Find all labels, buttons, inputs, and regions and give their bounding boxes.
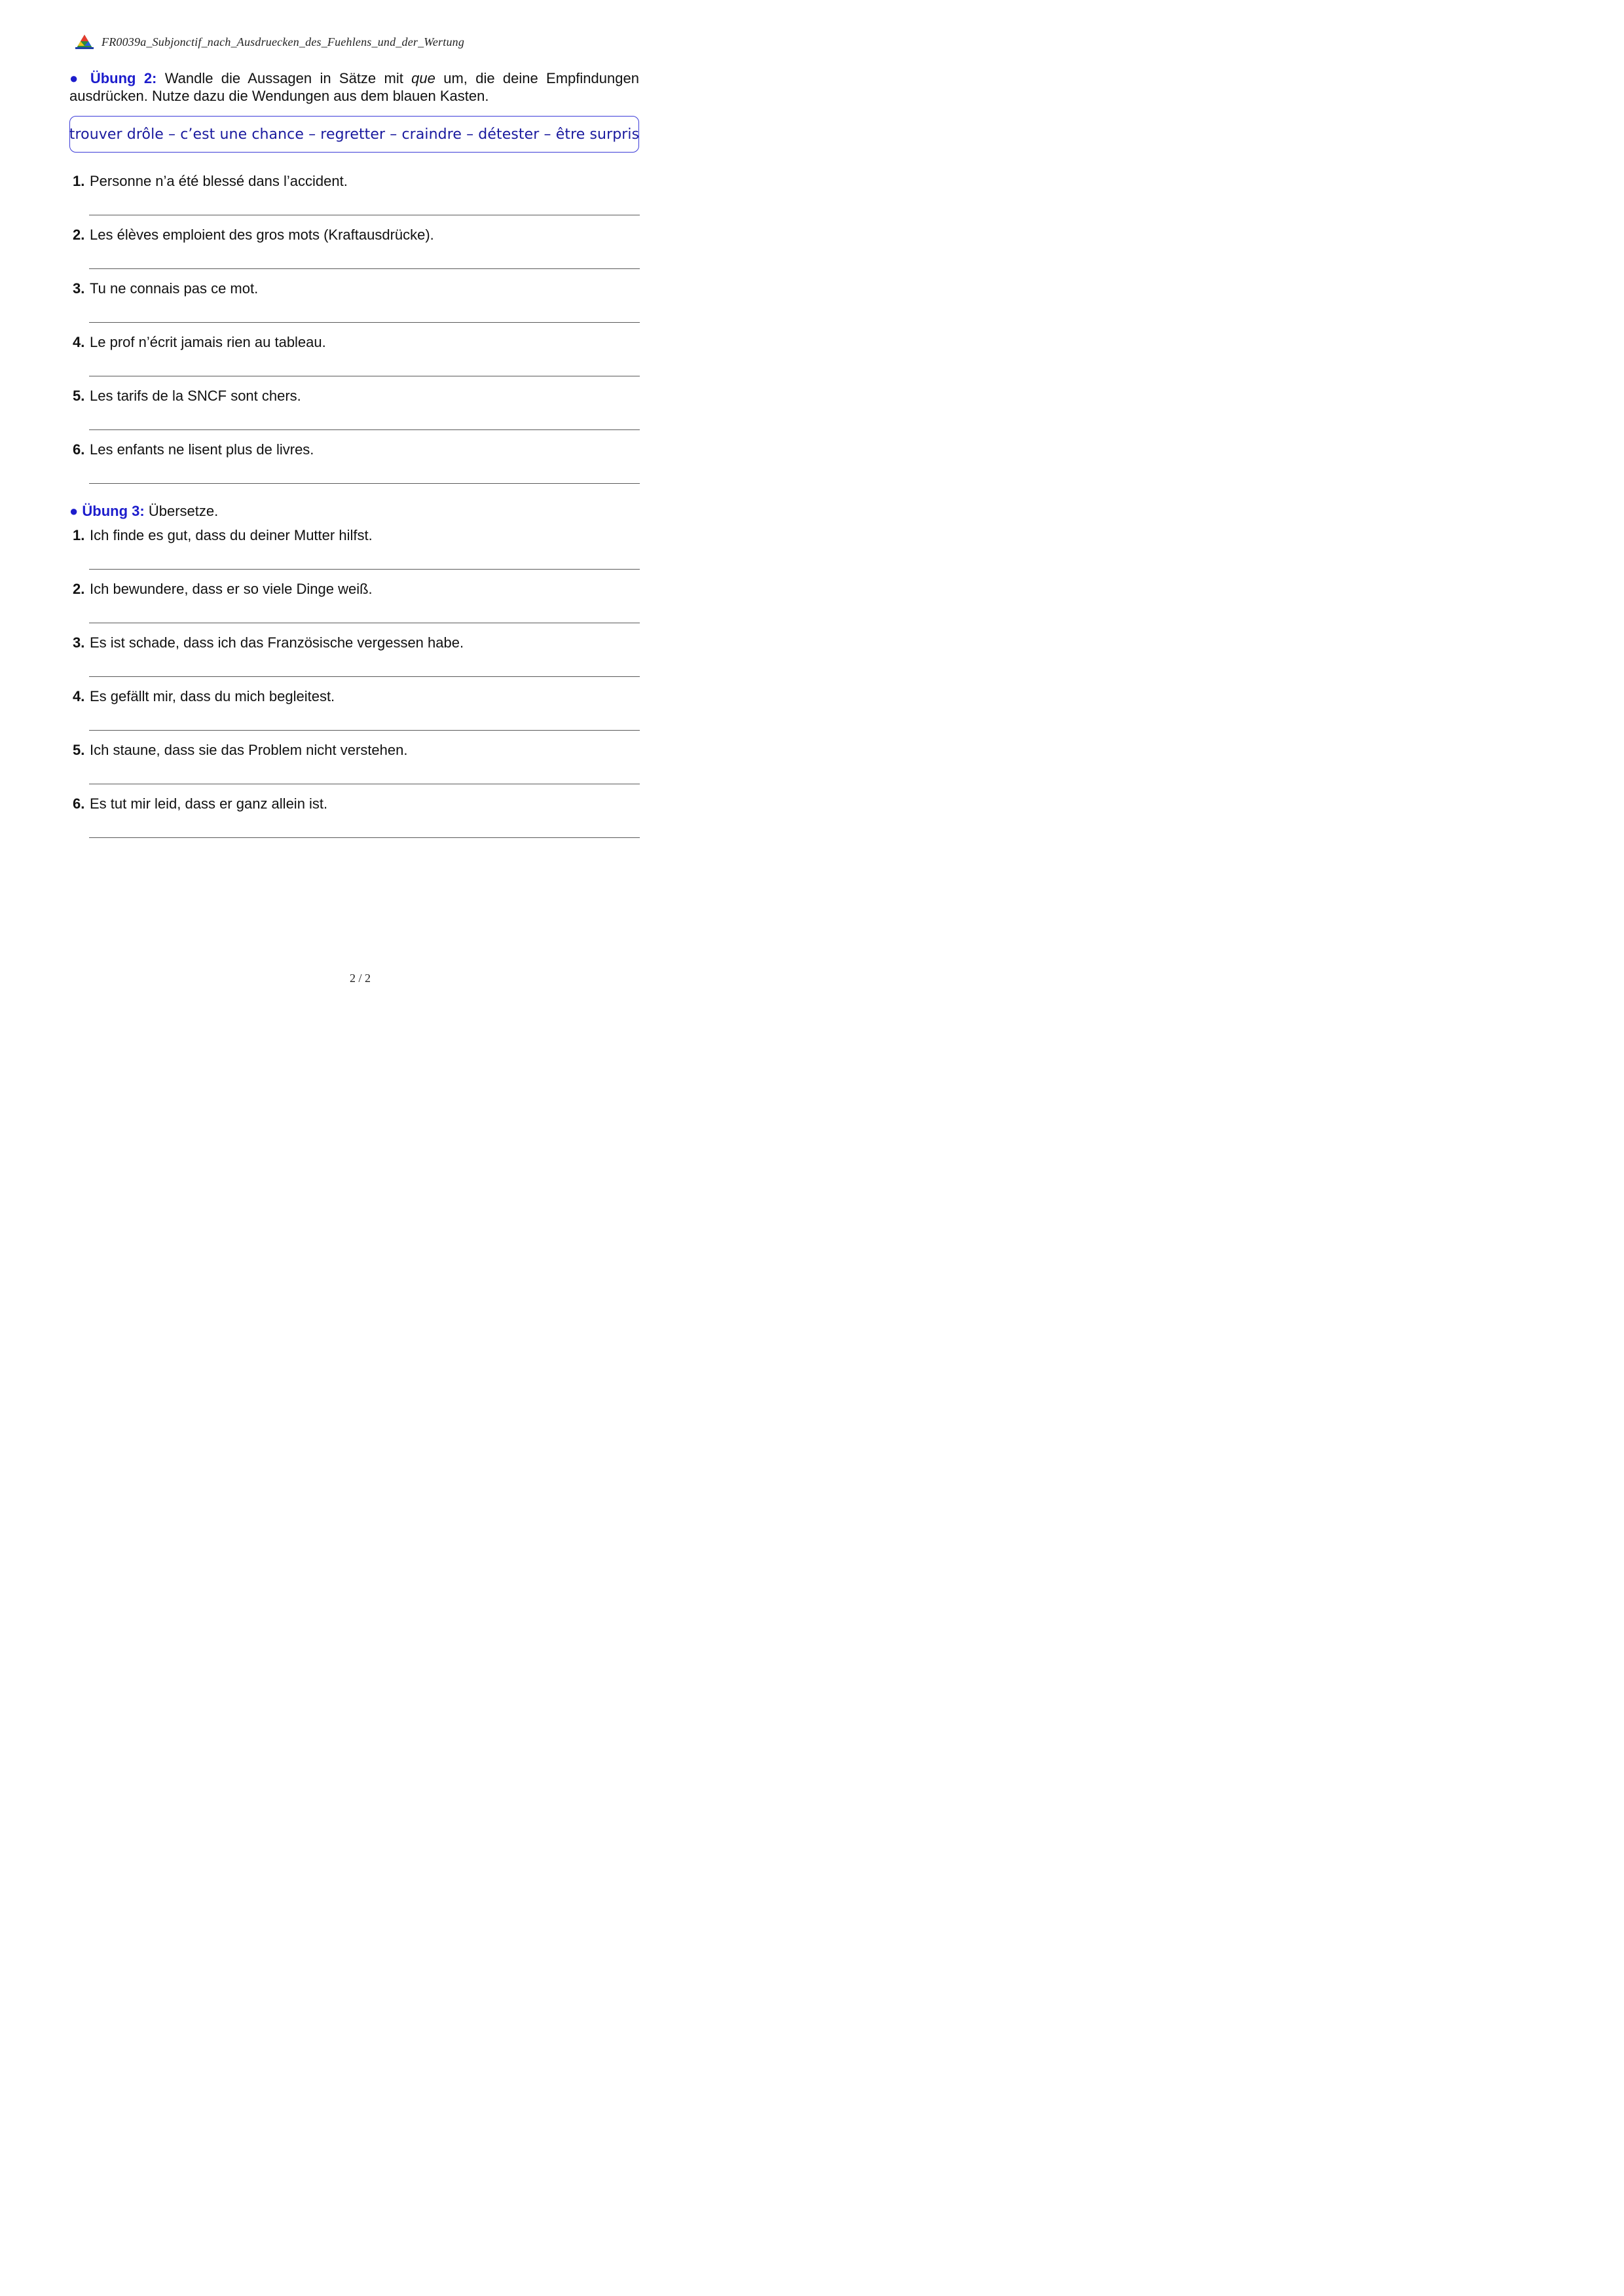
item-number: 3. [73, 634, 85, 651]
item-text: Ich staune, dass sie das Problem nicht verstehen. [90, 742, 408, 758]
bullet-icon: ● [69, 70, 83, 86]
item-number: 1. [73, 173, 85, 189]
uebung3-item-2 [73, 581, 640, 598]
uebung3-item-6 [73, 795, 640, 812]
answer-line[interactable] [89, 676, 640, 677]
item-number: 5. [73, 388, 85, 404]
item-number: 2. [73, 227, 85, 243]
expression-box [69, 116, 639, 153]
item-number: 6. [73, 795, 85, 812]
document-header [74, 33, 464, 51]
uebung2-item-1 [73, 173, 640, 190]
item-text: Es tut mir leid, dass er ganz allein ist. [90, 795, 328, 812]
uebung2-item-5 [73, 388, 640, 405]
item-text: Le prof n’écrit jamais rien au tableau. [90, 334, 326, 350]
item-number: 6. [73, 441, 85, 458]
uebung2-heading [69, 69, 639, 105]
uebung3-item-5 [73, 742, 640, 759]
item-number: 4. [73, 688, 85, 704]
pyramid-logo-icon [74, 34, 95, 50]
uebung3-label: Übung 3: [82, 503, 145, 519]
uebung2-instruction-part2: um, die deine Empfindungen ausdrücken. Nutze dazu die Wendungen aus dem blauen Kasten. [69, 70, 639, 104]
answer-line[interactable] [89, 322, 640, 323]
item-text: Es ist schade, dass ich das Französische vergessen habe. [90, 634, 464, 651]
item-number: 1. [73, 527, 85, 543]
item-number: 3. [73, 280, 85, 297]
answer-line[interactable] [89, 569, 640, 570]
uebung3-item-4 [73, 688, 640, 705]
uebung2-item-6 [73, 441, 640, 458]
item-text: Ich finde es gut, dass du deiner Mutter hilfst. [90, 527, 373, 543]
uebung2-instruction-que: que [411, 70, 435, 86]
page-number: 2 / 2 [349, 972, 371, 985]
item-text: Personne n’a été blessé dans l’accident. [90, 173, 348, 189]
item-text: Tu ne connais pas ce mot. [90, 280, 259, 297]
item-text: Les enfants ne lisent plus de livres. [90, 441, 314, 458]
answer-line[interactable] [89, 730, 640, 731]
answer-line[interactable] [89, 837, 640, 838]
uebung3-item-1 [73, 527, 640, 544]
uebung2-label: Übung 2: [90, 70, 157, 86]
uebung2-item-4 [73, 334, 640, 351]
answer-line[interactable] [89, 268, 640, 269]
item-text: Es gefällt mir, dass du mich begleitest. [90, 688, 335, 704]
uebung3-item-3 [73, 634, 640, 651]
document-title: FR0039a_Subjonctif_nach_Ausdruecken_des_Fuehlens_und_der_Wertung [101, 35, 465, 48]
answer-line[interactable] [89, 429, 640, 430]
uebung3-instruction: Übersetze. [148, 503, 219, 519]
uebung2-item-3 [73, 280, 640, 297]
answer-line[interactable] [89, 483, 640, 484]
item-text: Ich bewundere, dass er so viele Dinge weiß. [90, 581, 373, 597]
worksheet-page [0, 0, 720, 1019]
expression-box-text: trouver drôle – c’est une chance – regretter – craindre – détester – être surpris [69, 126, 640, 143]
uebung2-instruction-part1: Wandle die Aussagen in Sätze mit [164, 70, 403, 86]
uebung2-item-2 [73, 227, 640, 244]
item-text: Les tarifs de la SNCF sont chers. [90, 388, 301, 404]
bullet-icon: ● [69, 503, 79, 519]
item-number: 5. [73, 742, 85, 758]
item-text: Les élèves emploient des gros mots (Kraftausdrücke). [90, 227, 434, 243]
uebung3-heading [69, 502, 639, 520]
item-number: 2. [73, 581, 85, 597]
item-number: 4. [73, 334, 85, 350]
